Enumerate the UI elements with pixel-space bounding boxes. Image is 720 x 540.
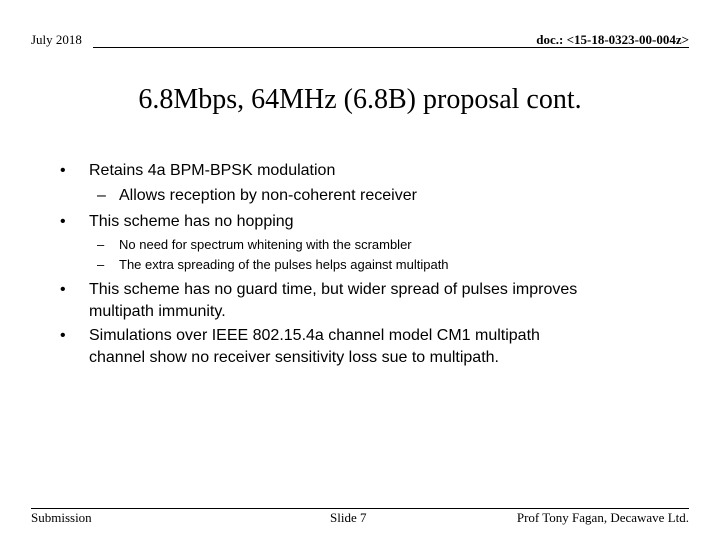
sub-bullet-text: No need for spectrum whitening with the scrambler — [119, 237, 412, 252]
footer-rule — [31, 508, 689, 509]
footer-submission: Submission — [31, 510, 92, 525]
header-doc-id: doc.: <15-18-0323-00-004z> — [536, 32, 689, 47]
bullet-marker: • — [60, 162, 66, 179]
bullet-marker: • — [60, 213, 66, 230]
sub-bullet-marker: – — [97, 187, 106, 204]
bullet-text-line2: multipath immunity. — [89, 303, 226, 320]
bullet-text: This scheme has no hopping — [89, 213, 294, 230]
sub-bullet-marker: – — [97, 237, 105, 252]
bullet-text-line1: Simulations over IEEE 802.15.4a channel model CM1 multipath — [89, 327, 540, 344]
bullet-marker: • — [60, 281, 66, 298]
sub-bullet-marker: – — [97, 257, 105, 272]
bullet-text-line1: This scheme has no guard time, but wider spread of pulses improves — [89, 281, 578, 298]
bullet-text-line2: channel show no receiver sensitivity loss sue to multipath. — [89, 349, 499, 366]
sub-bullet-text: The extra spreading of the pulses helps against multipath — [119, 257, 449, 272]
footer-slide-number: Slide 7 — [330, 510, 367, 525]
bullet-text: Retains 4a BPM-BPSK modulation — [89, 162, 336, 179]
slide-title: 6.8Mbps, 64MHz (6.8B) proposal cont. — [138, 84, 582, 115]
footer-author: Prof Tony Fagan, Decawave Ltd. — [516, 510, 689, 525]
bullet-marker: • — [60, 327, 66, 344]
sub-bullet-text: Allows reception by non-coherent receiver — [119, 187, 417, 204]
header-date: July 2018 — [31, 32, 82, 47]
